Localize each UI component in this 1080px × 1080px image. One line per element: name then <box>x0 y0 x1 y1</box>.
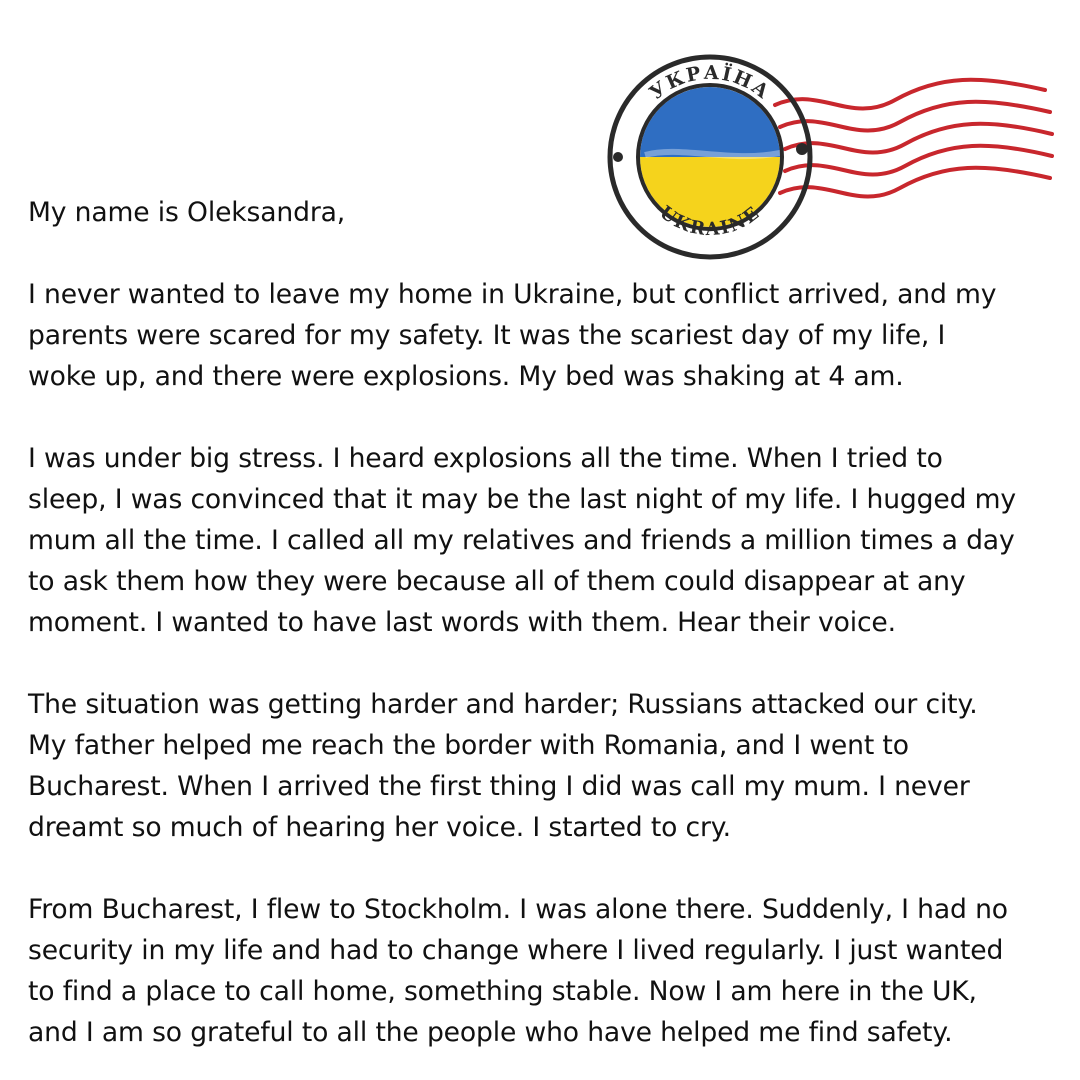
stamp-text-bottom: UKRAINE <box>655 201 765 241</box>
letter-paragraph-2 <box>28 438 1068 643</box>
paragraph-line: The situation was getting harder and harder; Russians attacked our city. <box>28 689 978 720</box>
letter-body <box>28 192 1068 1053</box>
stamp-text-top: УКРАЇНА <box>645 61 775 105</box>
paragraph-line: and I am so grateful to all the people who have helped me find safety. <box>28 1017 953 1048</box>
letter-paragraphs <box>28 274 1068 1053</box>
paragraph-line: dreamt so much of hearing her voice. I started to cry. <box>28 812 731 843</box>
stamp-right-dot <box>796 143 808 155</box>
cancellation-waves <box>775 80 1052 197</box>
paragraph-line: I never wanted to leave my home in Ukraine, but conflict arrived, and my <box>28 279 997 310</box>
letter-paragraph-1 <box>28 274 1068 397</box>
paragraph-line: Bucharest. When I arrived the first thing I did was call my mum. I never <box>28 771 970 802</box>
paragraph-line: to find a place to call home, something stable. Now I am here in the UK, <box>28 976 977 1007</box>
letter-paragraph-3 <box>28 684 1068 848</box>
stamp-left-dot <box>613 152 623 162</box>
paragraph-line: mum all the time. I called all my relatives and friends a million times a day <box>28 525 1015 556</box>
paragraph-line: My father helped me reach the border with Romania, and I went to <box>28 730 909 761</box>
paragraph-line: parents were scared for my safety. It was the scariest day of my life, I <box>28 320 946 351</box>
paragraph-line: I was under big stress. I heard explosions all the time. When I tried to <box>28 443 943 474</box>
letter-paragraph-4 <box>28 889 1068 1053</box>
paragraph-line: to ask them how they were because all of them could disappear at any <box>28 566 966 597</box>
paragraph-line: moment. I wanted to have last words with them. Hear their voice. <box>28 607 896 638</box>
letter-salutation: My name is Oleksandra, <box>28 197 346 228</box>
paragraph-line: From Bucharest, I flew to Stockholm. I was alone there. Suddenly, I had no <box>28 894 1008 925</box>
paragraph-line: security in my life and had to change where I lived regularly. I just wanted <box>28 935 1004 966</box>
paragraph-line: woke up, and there were explosions. My bed was shaking at 4 am. <box>28 361 904 392</box>
paragraph-line: sleep, I was convinced that it may be the last night of my life. I hugged my <box>28 484 1016 515</box>
